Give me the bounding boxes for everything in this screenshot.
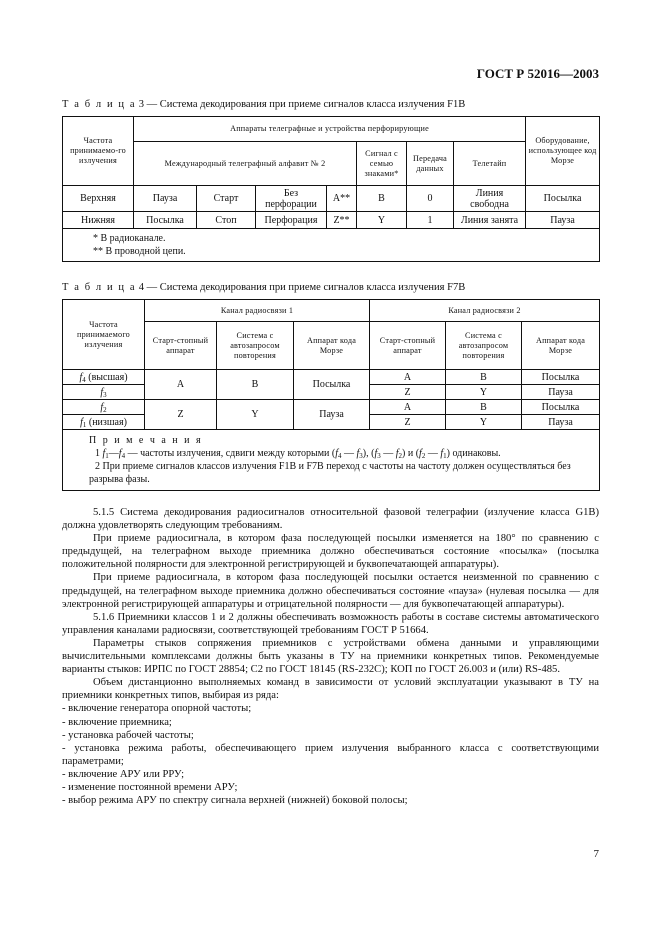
table-cell: А bbox=[145, 370, 217, 400]
document-header: ГОСТ Р 52016—2003 bbox=[476, 66, 599, 81]
table-cell: В bbox=[446, 400, 522, 415]
t4-header-channel-2: Канал радиосвязи 2 bbox=[370, 300, 600, 322]
table-cell: Посылка bbox=[526, 186, 600, 212]
table-cell: Посылка bbox=[294, 370, 370, 400]
table-cell: Пауза bbox=[522, 385, 600, 400]
t4-header-arq-1: Система с автозапросом повторения bbox=[217, 322, 294, 370]
table-cell: Перфорация bbox=[256, 212, 327, 229]
list-item: - установка режима работы, обеспечивающего прием излучения выбранного класса с соответствующими параметрами; bbox=[62, 742, 599, 767]
table-row bbox=[63, 370, 600, 385]
table3 bbox=[62, 116, 600, 262]
table-cell: Пауза bbox=[134, 186, 197, 212]
table-cell: Посылка bbox=[134, 212, 197, 229]
paragraph-5-1-6: 5.1.6 Приемники классов 1 и 2 должны обеспечивать возможность работы в составе системы автоматического управления каналами радиосвязи, соответствующей требованиям ГОСТ Р 51664. bbox=[62, 611, 599, 636]
table-cell: Линия занята bbox=[454, 212, 526, 229]
table-cell: Пауза bbox=[526, 212, 600, 229]
body-text bbox=[62, 506, 599, 807]
table-cell: Пауза bbox=[522, 415, 600, 430]
paragraph-5-1-5: 5.1.5 Система декодирования радиосигналов относительной фазовой телеграфии (излучение класса G1B) должна удовлетворять следующим требованиям. bbox=[62, 507, 599, 532]
freq-f1: $f_1$ (низшая) bbox=[63, 415, 145, 430]
table4-caption bbox=[62, 282, 465, 293]
paragraph-phase-change: При приеме радиосигнала, в котором фаза последующей посылки изменяется на 180° по сравнению с предыдущей, на телеграфном выходе приемника должно обеспечиваться состояние «посылка» (посылка положительной полярности для электронной регистрирующей и буквопечатающей аппаратуры). bbox=[62, 533, 599, 571]
table-cell: 0 bbox=[407, 186, 454, 212]
t4-note-1: 1 $f_1—f_4$ — частоты излучения, сдвиги между которыми ($f_4$ — $f_3$), ($f_3$ — $f_2$) и ($f_2$ — $f_1$) одинаковы. bbox=[95, 448, 501, 460]
t4-header-startstop-1: Старт-стопный аппарат bbox=[145, 322, 217, 370]
t4-header-channel-1: Канал радиосвязи 1 bbox=[145, 300, 370, 322]
t3-header-morse: Оборудование, использующее код Морзе bbox=[526, 117, 600, 186]
table-cell: А bbox=[370, 370, 446, 385]
t4-notes bbox=[63, 430, 600, 491]
commands-list bbox=[62, 702, 599, 807]
t3-header-seven-signs: Сигнал с семью знаками* bbox=[357, 142, 407, 186]
table-cell: Z bbox=[145, 400, 217, 430]
paragraph-interfaces: Параметры стыков сопряжения приемников с устройствами обмена данными и управляющими вычислительными комплексами должны быть указаны в ТУ на приемники конкретных типов. Рекомендуемые варианты стыков: ИРПС по ГОСТ 28854; С2 по ГОСТ 18145 (RS-232C); КОП по ГОСТ 26.003 и (или) RS-485. bbox=[62, 637, 599, 676]
list-item: - включение генератора опорной частоты; bbox=[62, 703, 252, 715]
list-item: - включение приемника; bbox=[62, 716, 172, 728]
table-cell: Посылка bbox=[522, 370, 600, 385]
table-cell: 1 bbox=[407, 212, 454, 229]
table-cell: Стоп bbox=[197, 212, 256, 229]
table-cell: А** bbox=[327, 186, 357, 212]
table-cell: Пауза bbox=[294, 400, 370, 430]
table-cell: Посылка bbox=[522, 400, 600, 415]
table-cell: Без перфорации bbox=[256, 186, 327, 212]
t4-header-morse-1: Аппарат кода Морзе bbox=[294, 322, 370, 370]
t4-header-arq-2: Система с автозапросом повторения bbox=[446, 322, 522, 370]
table-cell: Y bbox=[217, 400, 294, 430]
table-row bbox=[63, 186, 600, 212]
table-cell: Z bbox=[370, 385, 446, 400]
table3-caption bbox=[62, 99, 465, 110]
freq-f3: $f_3$ bbox=[63, 385, 145, 400]
t3-header-mta2: Международный телеграфный алфавит № 2 bbox=[134, 142, 357, 186]
t4-header-frequency: Частота принимаемого излучения bbox=[63, 300, 145, 370]
page-number: 7 bbox=[593, 848, 599, 860]
freq-f2: $f_2$ bbox=[63, 400, 145, 415]
t3-footnote-2: ** В проводной цепи. bbox=[93, 246, 186, 257]
t4-header-startstop-2: Старт-стопный аппарат bbox=[370, 322, 446, 370]
paragraph-phase-same: При приеме радиосигнала, в котором фаза последующей посылки остается неизменной по сравнению с предыдущей, на телеграфном выходе приемника должно обеспечиваться состояние «пауза» (нулевая посылка — для электронной регистрирующей аппаратуры и отрицательной полярности — для буквопечатающей аппаратуры). bbox=[62, 572, 599, 610]
table-cell: Старт bbox=[197, 186, 256, 212]
t4-note-2: 2 При приеме сигналов классов излучения F1B и F7B переход с частоты на частоту должен осуществляться без разрыва фазы. bbox=[89, 461, 571, 485]
table-row bbox=[63, 212, 600, 229]
freq-f4: $f_4$ (высшая) bbox=[63, 370, 145, 385]
table4-caption-text: 4 — Система декодирования при приеме сигналов класса излучения F7B bbox=[138, 282, 466, 293]
t3-footnotes bbox=[63, 229, 600, 262]
t3-header-frequency: Частота принимаемо-го излучения bbox=[63, 117, 134, 186]
table-cell: Нижняя bbox=[63, 212, 134, 229]
list-item: - включение АРУ или РРУ; bbox=[62, 768, 185, 780]
table-cell: Линия свободна bbox=[454, 186, 526, 212]
table-row bbox=[63, 400, 600, 415]
table-cell: Верхняя bbox=[63, 186, 134, 212]
table-cell: В bbox=[357, 186, 407, 212]
list-item: - выбор режима АРУ по спектру сигнала верхней (нижней) боковой полосы; bbox=[62, 795, 408, 807]
table-cell: А bbox=[370, 400, 446, 415]
table-cell: Z bbox=[370, 415, 446, 430]
list-item: - изменение постоянной времени АРУ; bbox=[62, 781, 238, 793]
table-cell: Y bbox=[446, 415, 522, 430]
paragraph-commands: Объем дистанционно выполняемых команд в зависимости от условий эксплуатации указывают в ТУ на приемники конкретных типов, выбирая из ряда: bbox=[62, 677, 599, 702]
table-cell: Y bbox=[446, 385, 522, 400]
table-cell: В bbox=[217, 370, 294, 400]
t4-header-morse-2: Аппарат кода Морзе bbox=[522, 322, 600, 370]
t3-footnote-1: * В радиоканале. bbox=[93, 233, 166, 244]
table4-caption-prefix: Т а б л и ц а bbox=[62, 282, 137, 293]
table-cell: В bbox=[446, 370, 522, 385]
list-item: - установка рабочей частоты; bbox=[62, 729, 194, 741]
table3-caption-prefix: Т а б л и ц а bbox=[62, 99, 137, 110]
t4-notes-title: П р и м е ч а н и я bbox=[89, 435, 203, 446]
t3-header-group: Аппараты телеграфные и устройства перфорирующие bbox=[134, 117, 526, 142]
t3-header-teletype: Телетайп bbox=[454, 142, 526, 186]
table-cell: Z** bbox=[327, 212, 357, 229]
table4 bbox=[62, 299, 600, 491]
table3-caption-text: 3 — Система декодирования при приеме сигналов класса излучения F1B bbox=[138, 99, 466, 110]
t3-header-data-transfer: Передача данных bbox=[407, 142, 454, 186]
table-cell: Y bbox=[357, 212, 407, 229]
